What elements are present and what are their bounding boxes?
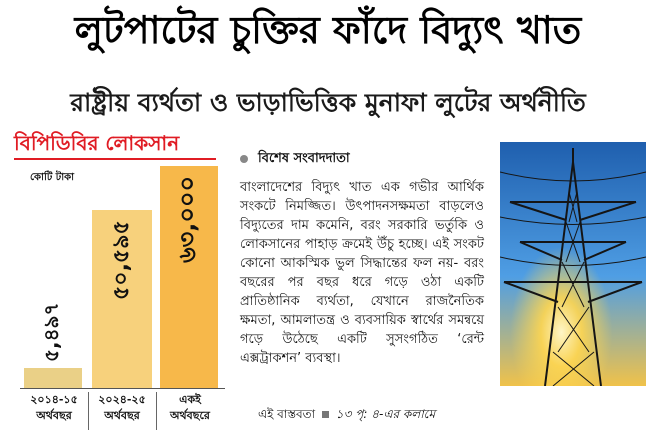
- pylon-illustration: [500, 142, 646, 386]
- chart-unit-label: কোটি টাকা: [30, 172, 74, 183]
- chart-title-rule: [14, 158, 216, 160]
- continuation-link[interactable]: ১৩ পৃ: ৪-এর কলামে: [335, 407, 436, 421]
- bar-value-label: ৫০,৫৯৫: [108, 220, 134, 300]
- category-label-year: ২০২৪-২৫: [98, 393, 146, 406]
- bar-value-label: ৫,৪৯৭: [38, 302, 63, 362]
- category-label: [20, 392, 88, 424]
- category-label: [88, 392, 156, 424]
- square-bullet-icon: [322, 411, 329, 418]
- subheadline: রাষ্ট্রীয় ব্যর্থতা ও ভাড়াভিত্তিক মুনাফা লুটের অর্থনীতি: [70, 88, 586, 117]
- category-label-year: ২০১৪-১৫: [30, 393, 78, 406]
- chart-baseline: [20, 388, 225, 389]
- continuation-line: [258, 405, 435, 423]
- category-label: [156, 392, 224, 424]
- category-label-suffix: অর্থবছর: [104, 409, 140, 422]
- bar-value-label: ৬৩,০০০: [173, 175, 201, 263]
- chart-title: বিপিডিবির লোকসান: [14, 131, 180, 155]
- byline: [240, 150, 350, 168]
- bullet-icon: [240, 155, 248, 163]
- chart-bar: [24, 368, 82, 388]
- category-label-year: একই: [179, 393, 201, 406]
- continuation-lead: এই বাস্তবতা: [258, 407, 316, 421]
- byline-text: বিশেষ সংবাদদাতা: [258, 151, 350, 166]
- headline: লুটপাটের চুক্তির ফাঁদে বিদ্যুৎ খাত: [74, 8, 582, 52]
- category-label-suffix: অর্থবছর: [36, 409, 72, 422]
- category-label-suffix: অর্থবছরে: [170, 409, 210, 422]
- article-body: বাংলাদেশের বিদ্যুৎ খাত এক গভীর আর্থিক সংকটে নিমজ্জিত। উৎপাদনসক্ষমতা বাড়লেও বিদ্যুতের দাম কমেনি, বরং সরকারি ভর্তুকি ও লোকসানের পাহাড় ক্রমেই উঁচু হচ্ছে। এই সংকট কোনো আকস্মিক ভুল সিদ্ধান্তের ফল নয়- বরং বছরের পর বছর ধরে গড়ে ওঠা একটি প্রাতিষ্ঠানিক ব্যর্থতা, যেখানে রাজনৈতিক ক্ষমতা, আমলাতন্ত্র ও ব্যবসায়িক স্বার্থের সমন্বয়ে গড়ে উঠেছে একটি সুসংগঠিত ‘রেন্ট এক্সট্রাকশন’ ব্যবস্থা।: [240, 180, 484, 366]
- power-pylon-photo: [500, 142, 646, 386]
